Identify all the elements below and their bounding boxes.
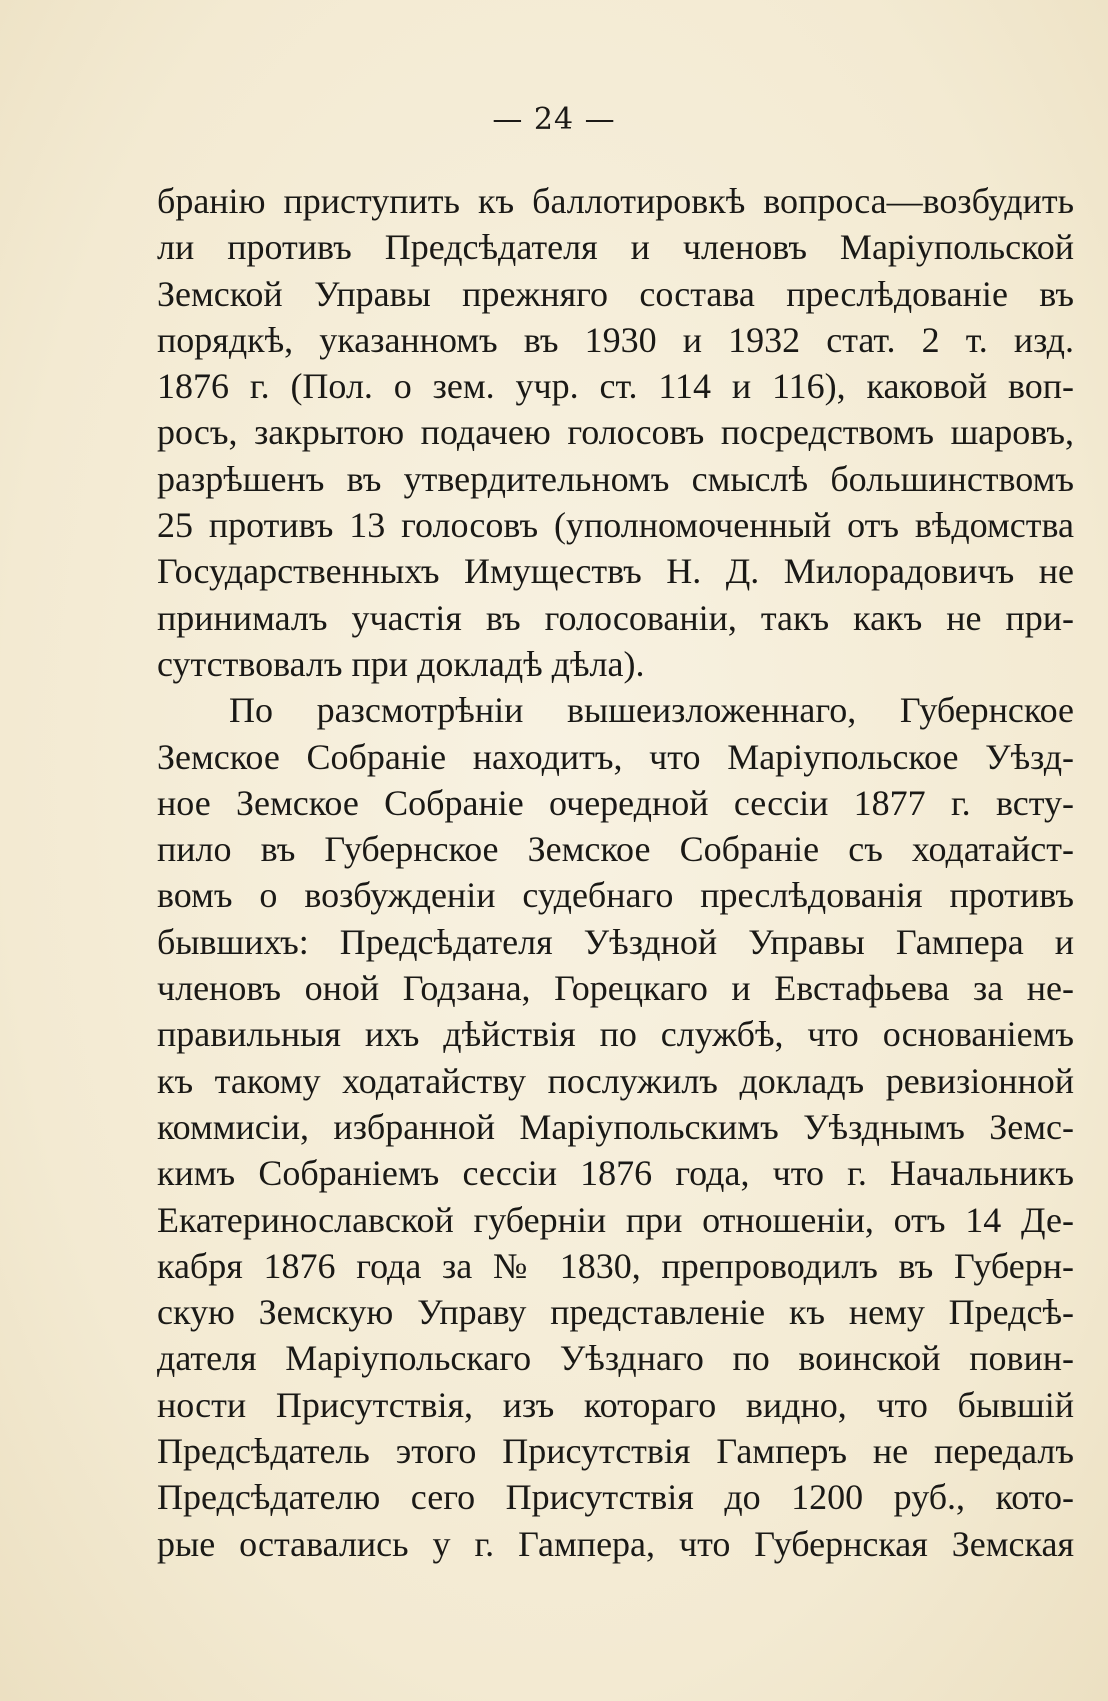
text-line: кабря 1876 года за № 1830, препроводилъ въ Губерн- — [157, 1245, 1074, 1286]
text-line: ности Присутствія, изъ котораго видно, что бывшій — [157, 1384, 1074, 1425]
text-line: Предсѣдателю сего Присутствія до 1200 руб., кото- — [157, 1477, 1074, 1518]
text-line: коммисіи, избранной Маріупольскимъ Уѣзднымъ Земс- — [157, 1106, 1074, 1147]
text-line: бывшихъ: Предсѣдателя Уѣздной Управы Гампера и — [157, 921, 1074, 962]
paragraph-start-line: По разсмотрѣніи вышеизложеннаго, Губернское — [229, 690, 1074, 731]
page-number: — 24 — — [492, 102, 616, 137]
text-line: бранію приступить къ баллотировкѣ вопроса—возбудить — [157, 181, 1074, 221]
text-line: дателя Маріупольскаго Уѣзднаго по воинской повин- — [157, 1338, 1074, 1379]
text-line: порядкѣ, указанномъ въ 1930 и 1932 стат. 2 т. изд. — [157, 319, 1074, 360]
text-line: Предсѣдатель этого Присутствія Гамперъ не передалъ — [157, 1431, 1074, 1472]
text-line: членовъ оной Годзана, Горецкаго и Евстафьева за не- — [157, 968, 1074, 1009]
text-line: пило въ Губернское Земское Собраніе съ ходатайст- — [157, 829, 1074, 870]
text-line: Земское Собраніе находитъ, что Маріупольское Уѣзд- — [157, 736, 1074, 777]
text-line: кимъ Собраніемъ сессіи 1876 года, что г. Начальникъ — [157, 1153, 1074, 1194]
text-line: Земской Управы прежняго состава преслѣдованіе въ — [157, 273, 1074, 314]
text-line: Екатеринославской губерніи при отношеніи, отъ 14 Де- — [157, 1199, 1074, 1240]
text-line: 1876 г. (Пол. о зем. учр. ст. 114 и 116), каковой воп- — [157, 366, 1074, 407]
text-line: Государственныхъ Имуществъ Н. Д. Милорадовичъ не — [157, 551, 1074, 592]
text-line: скую Земскую Управу представленіе къ нему Предсѣ- — [157, 1292, 1074, 1333]
text-line: росъ, закрытою подачею голосовъ посредствомъ шаровъ, — [157, 412, 1074, 453]
paragraph-end-line: сутствовалъ при докладѣ дѣла). — [157, 643, 645, 684]
body-text — [157, 178, 1074, 1567]
text-line: вомъ о возбужденіи судебнаго преслѣдованія противъ — [157, 875, 1074, 916]
text-line: ное Земское Собраніе очередной сессіи 1877 г. всту- — [157, 782, 1074, 823]
text-line: ли противъ Предсѣдателя и членовъ Маріупольской — [157, 227, 1074, 268]
text-line: рые оставались у г. Гампера, что Губернская Земская — [157, 1523, 1074, 1564]
text-line: правильныя ихъ дѣйствія по службѣ, что основаніемъ — [157, 1014, 1074, 1055]
text-line: принималъ участія въ голосованіи, такъ какъ не при- — [157, 597, 1074, 638]
text-line: разрѣшенъ въ утвердительномъ смыслѣ большинствомъ — [157, 458, 1074, 499]
text-line: къ такому ходатайству послужилъ докладъ ревизіонной — [157, 1060, 1074, 1101]
text-line: 25 противъ 13 голосовъ (уполномоченный отъ вѣдомства — [157, 505, 1074, 546]
